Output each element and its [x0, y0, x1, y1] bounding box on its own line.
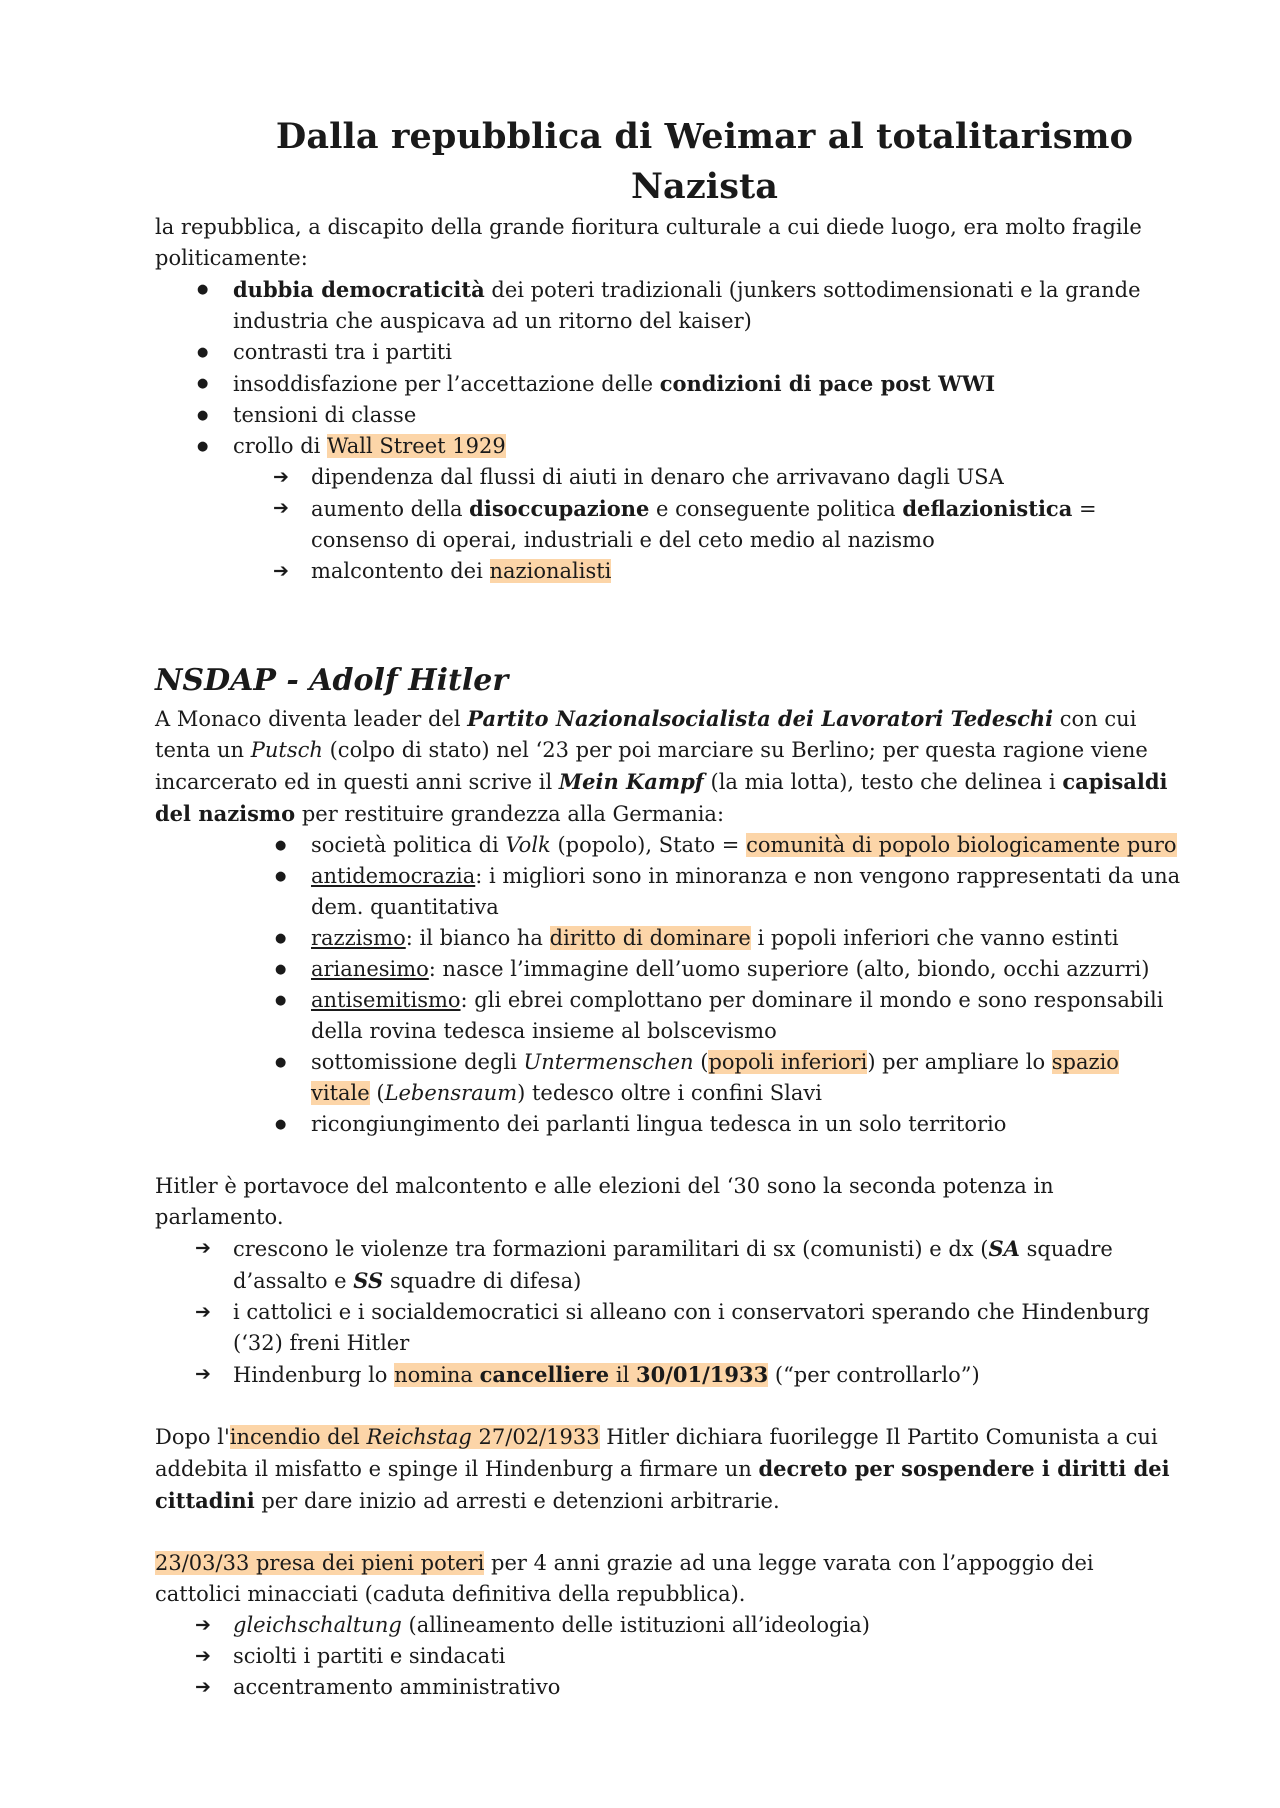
list-item: ● insoddisfazione per l’accettazione delle condizioni di pace post WWI	[155, 368, 1184, 400]
list-item: ➔ Hindenburg lo nomina cancelliere il 30/01/1933 (“per controllarlo”)	[155, 1359, 1184, 1391]
list-item: ➔ aumento della disoccupazione e conseguente politica deflazionistica = consenso di operai, industriali e del ceto medio al nazismo	[155, 493, 1184, 556]
list-item: ● tensioni di classe	[155, 400, 1184, 431]
list-item: ● sottomissione degli Untermenschen (popoli inferiori) per ampliare lo spazio vitale (Lebensraum) tedesco oltre i confini Slavi	[155, 1047, 1184, 1109]
section-heading: NSDAP - Adolf Hitler	[155, 663, 509, 698]
list-item: ➔ i cattolici e i socialdemocratici si alleano con i conservatori sperando che Hindenburg (‘32) freni Hitler	[155, 1297, 1184, 1359]
weakness-list	[155, 274, 1184, 462]
list-item: ➔ gleichschaltung (allineamento delle istituzioni all’ideologia)	[155, 1610, 1184, 1641]
list-item: ● contrasti tra i partiti	[155, 337, 1184, 368]
list-item: ➔ accentramento amministrativo	[155, 1672, 1184, 1703]
list-item: ➔ dipendenza dal flussi di aiuti in denaro che arrivavano dagli USA	[155, 462, 1184, 493]
powers-list	[155, 1610, 1184, 1703]
list-item: ➔ sciolti i partiti e sindacati	[155, 1641, 1184, 1672]
rise-list	[155, 1233, 1184, 1391]
list-item: ● società politica di Volk (popolo), Stato = comunità di popolo biologicamente puro	[155, 830, 1184, 861]
list-item: ● dubbia democraticità dei poteri tradizionali (junkers sottodimensionati e la grande industria che auspicava ad un ritorno del kaiser)	[155, 274, 1184, 337]
highlight: spazio vitale	[311, 1050, 1119, 1105]
list-item: ● arianesimo: nasce l’immagine dell’uomo superiore (alto, biondo, occhi azzurri)	[155, 954, 1184, 985]
highlight: comunità di popolo biologicamente puro	[746, 833, 1177, 857]
list-item: ● antidemocrazia: i migliori sono in minoranza e non vengono rappresentati da una dem. quantitativa	[155, 861, 1184, 923]
list-item: ➔ crescono le violenze tra formazioni paramilitari di sx (comunisti) e dx (SA squadre d’assalto e SS squadre di difesa)	[155, 1233, 1184, 1297]
highlight: Wall Street 1929	[327, 434, 506, 458]
list-item: ● ricongiungimento dei parlanti lingua tedesca in un solo territorio	[155, 1109, 1184, 1140]
page-title: Dalla repubblica di Weimar al totalitarismo Nazista	[275, 116, 1134, 207]
crash-sublist	[155, 462, 1184, 587]
list-item: ➔ malcontento dei nazionalisti	[155, 556, 1184, 587]
list-item: ● crollo di Wall Street 1929	[155, 431, 1184, 462]
highlight: nomina cancelliere il 30/01/1933	[394, 1362, 769, 1387]
powers-paragraph: 23/03/33 presa dei pieni poteri per 4 anni grazie ad una legge varata con l’appoggio dei cattolici minacciati (caduta definitiva della repubblica).	[155, 1551, 1094, 1606]
highlight: incendio del Reichstag 27/02/1933	[229, 1425, 600, 1449]
reichstag-paragraph: Dopo l'incendio del Reichstag 27/02/1933 Hitler dichiara fuorilegge Il Partito Comunista a cui addebita il misfatto e spinge il Hindenburg a firmare un decreto per sospendere i diritti dei cittadini per dare inizio ad arresti e detenzioni arbitrarie.	[155, 1425, 1170, 1513]
highlight: diritto di dominare	[549, 926, 751, 950]
list-item: ● razzismo: il bianco ha diritto di dominare i popoli inferiori che vanno estinti	[155, 923, 1184, 954]
highlight: nazionalisti	[489, 559, 612, 583]
intro-paragraph: la repubblica, a discapito della grande fioritura culturale a cui diede luogo, era molto fragile politicamente:	[155, 215, 1142, 270]
highlight: popoli inferiori	[708, 1050, 868, 1074]
nsdap-paragraph: A Monaco diventa leader del Partito Nazionalsocialista dei Lavoratori Tedeschi con cui tenta un Putsch (colpo di stato) nel ‘23 per poi marciare su Berlino; per questa ragione viene incarcerato ed in questi anni scrive il Mein Kampf (la mia lotta), testo che delinea i capisaldi del nazismo per restituire grandezza alla Germania:	[155, 706, 1168, 826]
highlight: 23/03/33 presa dei pieni poteri	[155, 1551, 485, 1575]
nazism-principles-list	[155, 830, 1184, 1140]
rise-paragraph: Hitler è portavoce del malcontento e alle elezioni del ‘30 sono la seconda potenza in parlamento.	[155, 1174, 1054, 1229]
list-item: ● antisemitismo: gli ebrei complottano per dominare il mondo e sono responsabili della rovina tedesca insieme al bolscevismo	[155, 985, 1184, 1047]
